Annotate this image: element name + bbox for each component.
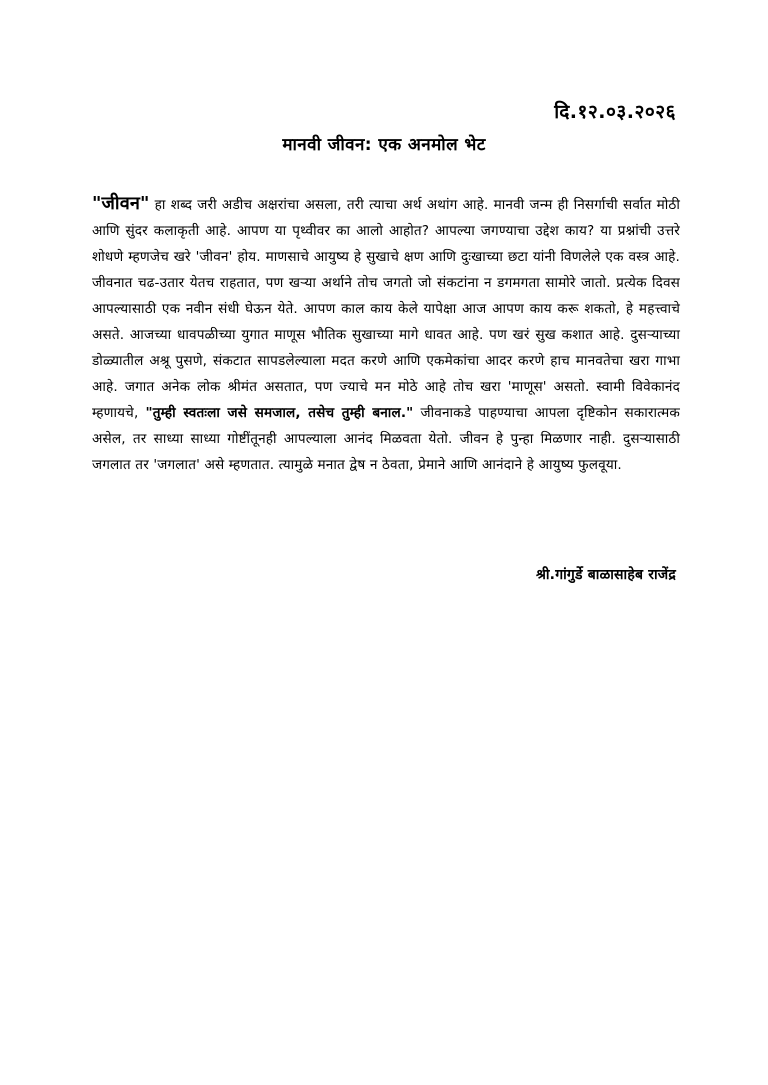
vivekananda-quote: "तुम्ही स्वतःला जसे समजाल, तसेच तुम्ही बनाल." — [145, 405, 414, 421]
essay-paragraph — [92, 191, 680, 478]
document-date: दि.१२.०३.२०२६ — [554, 101, 676, 123]
paragraph-text-part2: जीवनाकडे पाहण्याचा आपला दृष्टिकोन सकारात्मक असेल, तर साध्या साध्या गोष्टींतूनही आपल्याला आनंद मिळवता येतो. जीवन हे पुन्हा मिळणार नाही. दुसऱ्यासाठी जगलात तर 'जगलात' असे म्हणतात. त्यामुळे मनात द्वेष न ठेवता, प्रेमाने आणि आनंदाने हे आयुष्य फुलवूया. — [92, 405, 680, 473]
author-signature: श्री.गांगुर्डे बाळासाहेब राजेंद्र — [535, 567, 676, 583]
paragraph-text-part1: हा शब्द जरी अडीच अक्षरांचा असला, तरी त्याचा अर्थ अथांग आहे. मानवी जन्म ही निसर्गाची सर्वात मोठी आणि सुंदर कलाकृती आहे. आपण या पृथ्वीवर का आलो आहोत? आपल्या जगण्याचा उद्देश काय? या प्रश्नांची उत्तरे शोधणे म्हणजेच खरे 'जीवन' होय. माणसाचे आयुष्य हे सुखाचे क्षण आणि दुःखाच्या छटा यांनी विणलेले एक वस्त्र आहे. जीवनात चढ-उतार येतच राहतात, पण खऱ्या अर्थाने तोच जगतो जो संकटांना न डगमगता सामोरे जातो. प्रत्येक दिवस आपल्यासाठी एक नवीन संधी घेऊन येते. आपण काल काय केले यापेक्षा आज आपण काय करू शकतो, हे महत्त्वाचे असते. आजच्या धावपळीच्या युगात माणूस भौतिक सुखाच्या मागे धावत आहे. पण खरं सुख कशात आहे. दुसऱ्याच्या डोळ्यातील अश्रू पुसणे, संकटात सापडलेल्याला मदत करणे आणि एकमेकांचा आदर करणे हाच मानवतेचा खरा गाभा आहे. जगात अनेक लोक श्रीमंत असतात, पण ज्याचे मन मोठे आहे तोच खरा 'माणूस' असतो. स्वामी विवेकानंद म्हणायचे, — [92, 197, 680, 421]
lead-word: "जीवन" — [92, 193, 150, 214]
document-title: मानवी जीवन: एक अनमोल भेट — [282, 135, 486, 155]
